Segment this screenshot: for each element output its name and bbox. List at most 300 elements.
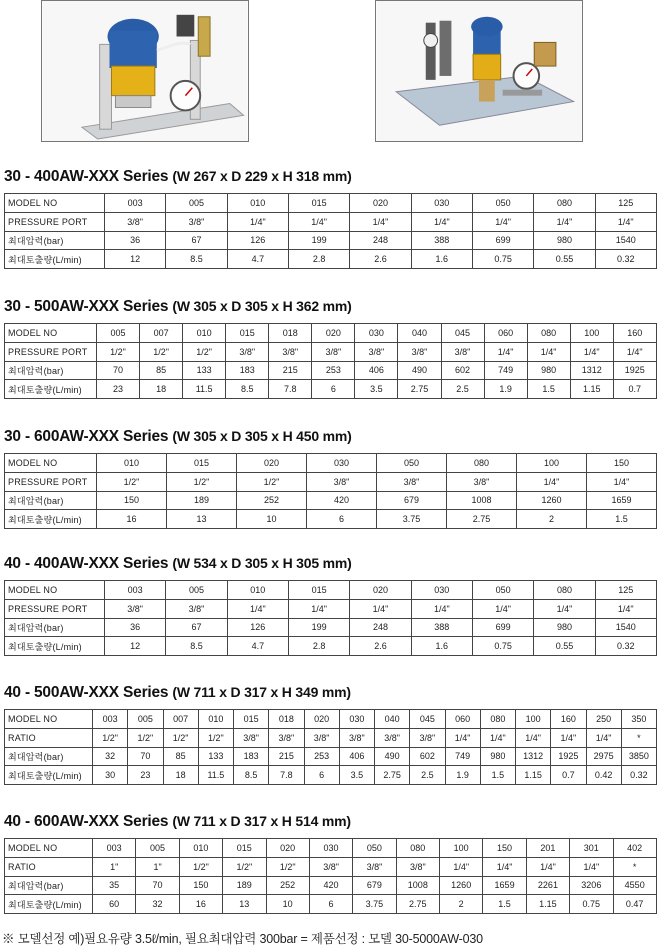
table-cell: 2.75 [447, 510, 517, 529]
table-cell: 2.8 [288, 250, 349, 269]
table-cell: 406 [339, 747, 374, 766]
table-cell: 080 [534, 194, 595, 213]
table-cell: 1/4" [586, 728, 621, 747]
table-cell: 7.8 [269, 380, 312, 399]
table-cell: 2.75 [396, 895, 439, 914]
series-title [4, 165, 656, 187]
table-cell: 040 [375, 710, 410, 729]
row-label: 최대토출량(L/min) [5, 380, 97, 399]
table-cell: 100 [570, 324, 613, 343]
table-cell: 67 [166, 231, 227, 250]
row-label: 최대압력(bar) [5, 618, 105, 637]
table-cell: 1/4" [472, 212, 533, 231]
table-cell: 1.5 [480, 766, 515, 785]
table-cell: 1/2" [163, 728, 198, 747]
table-cell: 699 [472, 231, 533, 250]
table-cell: 3/8" [339, 728, 374, 747]
table-cell: 060 [484, 324, 527, 343]
table-cell: 126 [227, 231, 288, 250]
table-cell: 003 [93, 710, 128, 729]
table-cell: 1/2" [198, 728, 233, 747]
product-photo-right [375, 0, 583, 142]
table-cell: 1.15 [526, 895, 569, 914]
series-dimensions: (W 267 x D 229 x H 318 mm) [172, 168, 352, 184]
table-cell: 12 [105, 637, 166, 656]
table-cell: 23 [128, 766, 163, 785]
table-cell: 1/4" [483, 857, 526, 876]
table-row [5, 581, 657, 600]
row-label: MODEL NO [5, 194, 105, 213]
table-cell: 253 [304, 747, 339, 766]
row-label: 최대토출량(L/min) [5, 637, 105, 656]
table-cell: 11.5 [183, 380, 226, 399]
series-name: 40 - 400AW-XXX Series [4, 555, 169, 572]
row-label: MODEL NO [5, 324, 97, 343]
table-cell: 1.15 [570, 380, 613, 399]
table-cell: 030 [411, 194, 472, 213]
table-cell: 3.5 [339, 766, 374, 785]
table-cell: 1/4" [570, 857, 613, 876]
row-label: MODEL NO [5, 581, 105, 600]
table-cell: 18 [163, 766, 198, 785]
table-row [5, 599, 657, 618]
table-cell: 0.75 [472, 637, 533, 656]
table-cell: 2.6 [350, 637, 411, 656]
table-cell: 1.9 [445, 766, 480, 785]
table-cell: 4550 [613, 876, 656, 895]
table-cell: 010 [179, 839, 222, 858]
table-cell: 3/8" [309, 857, 352, 876]
table-cell: 0.75 [570, 895, 613, 914]
series-40-500aw [4, 681, 656, 785]
table-row [5, 491, 657, 510]
table-cell: 189 [223, 876, 266, 895]
table-cell: 388 [411, 618, 472, 637]
table-cell: 1/2" [128, 728, 163, 747]
product-photo-left [41, 0, 249, 142]
table-cell: 215 [269, 361, 312, 380]
table-row [5, 380, 657, 399]
row-label: 최대압력(bar) [5, 491, 97, 510]
table-cell: 490 [398, 361, 441, 380]
table-cell: 2975 [586, 747, 621, 766]
table-cell: 3/8" [355, 342, 398, 361]
table-cell: 010 [198, 710, 233, 729]
table-cell: 100 [440, 839, 483, 858]
table-cell: 3/8" [105, 599, 166, 618]
table-cell: 980 [534, 618, 595, 637]
series-title [4, 552, 656, 574]
table-cell: 1/2" [266, 857, 309, 876]
table-cell: 0.7 [613, 380, 656, 399]
table-cell: 050 [377, 454, 447, 473]
table-cell: 980 [480, 747, 515, 766]
table-cell: 150 [483, 839, 526, 858]
row-label: 최대토출량(L/min) [5, 250, 105, 269]
table-cell: 4.7 [227, 637, 288, 656]
table-cell: 050 [472, 581, 533, 600]
table-cell: 080 [534, 581, 595, 600]
table-cell: 1.5 [587, 510, 657, 529]
row-label: PRESSURE PORT [5, 599, 105, 618]
table-cell: 32 [93, 747, 128, 766]
table-cell: 183 [226, 361, 269, 380]
table-cell: 3/8" [166, 212, 227, 231]
table-cell: 010 [183, 324, 226, 343]
table-cell: 1/4" [551, 728, 586, 747]
table-cell: 018 [269, 710, 304, 729]
table-cell: 1/2" [93, 728, 128, 747]
table-row [5, 728, 657, 747]
table-row [5, 618, 657, 637]
table-cell: 3/8" [226, 342, 269, 361]
table-cell: 020 [266, 839, 309, 858]
table-cell: 080 [527, 324, 570, 343]
table-cell: 133 [198, 747, 233, 766]
table-cell: 1/4" [484, 342, 527, 361]
table-cell: 70 [128, 747, 163, 766]
table-cell: 015 [288, 194, 349, 213]
table-cell: 0.32 [621, 766, 656, 785]
table-cell: 3/8" [307, 472, 377, 491]
table-cell: 3206 [570, 876, 613, 895]
table-cell: 3/8" [269, 342, 312, 361]
table-cell: 3/8" [398, 342, 441, 361]
table-cell: 2.6 [350, 250, 411, 269]
table-cell: 2.8 [288, 637, 349, 656]
table-cell: 2.5 [410, 766, 445, 785]
table-cell: 1/4" [350, 599, 411, 618]
table-cell: 2 [517, 510, 587, 529]
series-name: 30 - 400AW-XXX Series [4, 168, 169, 185]
series-name: 40 - 600AW-XXX Series [4, 813, 169, 830]
table-cell: 1/2" [97, 342, 140, 361]
spec-table [4, 580, 657, 656]
table-cell: 248 [350, 231, 411, 250]
table-cell: 050 [353, 839, 396, 858]
table-cell: 1312 [570, 361, 613, 380]
table-cell: 160 [613, 324, 656, 343]
table-cell: 1/4" [517, 472, 587, 491]
row-label: 최대토출량(L/min) [5, 510, 97, 529]
table-cell: 30 [93, 766, 128, 785]
table-cell: 4.7 [227, 250, 288, 269]
table-cell: 010 [97, 454, 167, 473]
table-cell: 1312 [516, 747, 551, 766]
table-cell: 3.5 [355, 380, 398, 399]
table-cell: 6 [309, 895, 352, 914]
row-label: 최대토출량(L/min) [5, 766, 93, 785]
table-cell: 3/8" [353, 857, 396, 876]
table-cell: 1/4" [613, 342, 656, 361]
table-cell: 32 [136, 895, 179, 914]
table-row [5, 857, 657, 876]
table-cell: 12 [105, 250, 166, 269]
table-cell: 2 [440, 895, 483, 914]
table-cell: 030 [339, 710, 374, 729]
table-cell: 60 [93, 895, 136, 914]
table-cell: 388 [411, 231, 472, 250]
table-cell: 0.32 [595, 637, 656, 656]
table-cell: 420 [309, 876, 352, 895]
table-cell: 1260 [440, 876, 483, 895]
table-cell: 020 [304, 710, 339, 729]
table-cell: 1/4" [288, 212, 349, 231]
table-cell: 749 [484, 361, 527, 380]
table-cell: 1/2" [97, 472, 167, 491]
table-cell: 160 [551, 710, 586, 729]
table-cell: 1/4" [440, 857, 483, 876]
table-cell: 010 [227, 194, 288, 213]
table-cell: 679 [377, 491, 447, 510]
spec-table [4, 709, 657, 785]
table-cell: 2.75 [375, 766, 410, 785]
row-label: 최대토출량(L/min) [5, 895, 93, 914]
table-cell: 85 [163, 747, 198, 766]
table-cell: 1/4" [480, 728, 515, 747]
series-dimensions: (W 711 x D 317 x H 514 mm) [172, 813, 351, 829]
table-cell: 980 [527, 361, 570, 380]
table-cell: 252 [237, 491, 307, 510]
table-cell: 16 [179, 895, 222, 914]
table-cell: 125 [595, 581, 656, 600]
table-row [5, 839, 657, 858]
row-label: 최대압력(bar) [5, 231, 105, 250]
table-cell: 003 [105, 194, 166, 213]
table-cell: 005 [128, 710, 163, 729]
table-row [5, 876, 657, 895]
spec-table [4, 453, 657, 529]
table-cell: 1.6 [411, 250, 472, 269]
table-cell: 0.47 [613, 895, 656, 914]
table-cell: 490 [375, 747, 410, 766]
table-cell: 35 [93, 876, 136, 895]
table-cell: 1/4" [527, 342, 570, 361]
table-cell: 018 [269, 324, 312, 343]
table-cell: 67 [166, 618, 227, 637]
table-cell: 13 [223, 895, 266, 914]
table-cell: 16 [97, 510, 167, 529]
table-cell: 10 [266, 895, 309, 914]
table-cell: 010 [227, 581, 288, 600]
air-driven-pump-unit-vertical-image [42, 1, 248, 141]
table-cell: 1659 [483, 876, 526, 895]
table-row [5, 361, 657, 380]
table-cell: 2.75 [398, 380, 441, 399]
table-cell: 030 [411, 581, 472, 600]
series-name: 30 - 500AW-XXX Series [4, 298, 169, 315]
series-30-400aw [4, 165, 656, 269]
table-cell: 85 [140, 361, 183, 380]
table-cell: 3/8" [234, 728, 269, 747]
table-cell: 23 [97, 380, 140, 399]
spec-table [4, 838, 657, 914]
table-cell: 1925 [613, 361, 656, 380]
table-cell: 1/2" [179, 857, 222, 876]
table-cell: 7.8 [269, 766, 304, 785]
table-cell: 005 [166, 581, 227, 600]
table-cell: 6 [304, 766, 339, 785]
table-cell: 1/4" [516, 728, 551, 747]
series-dimensions: (W 305 x D 305 x H 450 mm) [172, 428, 352, 444]
table-cell: 125 [595, 194, 656, 213]
row-label: RATIO [5, 857, 93, 876]
table-cell: 060 [445, 710, 480, 729]
table-cell: 252 [266, 876, 309, 895]
table-cell: 1/4" [534, 599, 595, 618]
table-cell: 1.5 [527, 380, 570, 399]
series-dimensions: (W 534 x D 305 x H 305 mm) [172, 555, 352, 571]
table-cell: 70 [97, 361, 140, 380]
table-row [5, 637, 657, 656]
row-label: 최대압력(bar) [5, 747, 93, 766]
table-cell: 1008 [396, 876, 439, 895]
series-name: 30 - 600AW-XXX Series [4, 428, 169, 445]
model-selection-footnote: ※ 모델선정 예)필요유량 3.5ℓ/min, 필요최대압력 300bar = 제품선정 : 모델 30-5000AW-030 [2, 932, 483, 946]
row-label: RATIO [5, 728, 93, 747]
table-cell: 133 [183, 361, 226, 380]
table-cell: 1" [93, 857, 136, 876]
table-cell: 3/8" [441, 342, 484, 361]
table-cell: 749 [445, 747, 480, 766]
table-cell: 1/4" [411, 212, 472, 231]
table-cell: 250 [586, 710, 621, 729]
table-cell: 015 [226, 324, 269, 343]
table-cell: * [621, 728, 656, 747]
table-row [5, 342, 657, 361]
table-cell: 0.55 [534, 637, 595, 656]
table-cell: 1/2" [237, 472, 307, 491]
table-cell: 126 [227, 618, 288, 637]
table-cell: 36 [105, 618, 166, 637]
table-cell: 1/2" [183, 342, 226, 361]
table-cell: 007 [140, 324, 183, 343]
table-cell: 045 [410, 710, 445, 729]
series-title [4, 681, 656, 703]
table-cell: 1/2" [140, 342, 183, 361]
table-cell: 1659 [587, 491, 657, 510]
table-cell: 0.75 [472, 250, 533, 269]
table-cell: 3.75 [377, 510, 447, 529]
table-cell: 1/4" [595, 212, 656, 231]
table-row [5, 895, 657, 914]
table-cell: 1540 [595, 231, 656, 250]
series-dimensions: (W 711 x D 317 x H 349 mm) [172, 684, 351, 700]
table-cell: 1/4" [472, 599, 533, 618]
row-label: MODEL NO [5, 839, 93, 858]
table-cell: 3.75 [353, 895, 396, 914]
table-cell: 679 [353, 876, 396, 895]
table-row [5, 710, 657, 729]
series-title [4, 425, 656, 447]
spec-table [4, 323, 657, 399]
table-cell: 189 [167, 491, 237, 510]
series-title [4, 810, 656, 832]
table-cell: 3/8" [269, 728, 304, 747]
table-cell: 100 [517, 454, 587, 473]
table-cell: 020 [350, 194, 411, 213]
table-cell: 1" [136, 857, 179, 876]
table-cell: 1.15 [516, 766, 551, 785]
table-cell: 030 [355, 324, 398, 343]
table-cell: 1/4" [445, 728, 480, 747]
table-cell: 2.5 [441, 380, 484, 399]
table-cell: 8.5 [166, 637, 227, 656]
table-cell: 0.42 [586, 766, 621, 785]
table-row [5, 324, 657, 343]
table-cell: 10 [237, 510, 307, 529]
air-driven-pump-unit-on-base-plate-image [376, 1, 582, 141]
table-cell: 1/4" [526, 857, 569, 876]
table-cell: 199 [288, 618, 349, 637]
table-cell: 6 [307, 510, 377, 529]
table-row [5, 472, 657, 491]
table-cell: 248 [350, 618, 411, 637]
table-cell: 150 [179, 876, 222, 895]
table-cell: 3/8" [377, 472, 447, 491]
table-cell: 1/4" [227, 599, 288, 618]
table-cell: 36 [105, 231, 166, 250]
table-cell: 3/8" [105, 212, 166, 231]
row-label: PRESSURE PORT [5, 342, 97, 361]
table-cell: 8.5 [226, 380, 269, 399]
table-row [5, 766, 657, 785]
table-cell: 2261 [526, 876, 569, 895]
table-cell: 050 [472, 194, 533, 213]
table-cell: 3850 [621, 747, 656, 766]
table-cell: 70 [136, 876, 179, 895]
table-cell: 8.5 [166, 250, 227, 269]
table-cell: 005 [136, 839, 179, 858]
table-cell: 1/2" [167, 472, 237, 491]
table-cell: 005 [166, 194, 227, 213]
table-cell: 183 [234, 747, 269, 766]
table-cell: 030 [309, 839, 352, 858]
table-row [5, 747, 657, 766]
series-40-600aw [4, 810, 656, 914]
table-cell: 1/2" [223, 857, 266, 876]
row-label: 최대압력(bar) [5, 361, 97, 380]
table-cell: 020 [312, 324, 355, 343]
table-cell: 045 [441, 324, 484, 343]
table-cell: 6 [312, 380, 355, 399]
table-cell: 040 [398, 324, 441, 343]
series-40-400aw [4, 552, 656, 656]
table-cell: 11.5 [198, 766, 233, 785]
table-cell: 699 [472, 618, 533, 637]
table-cell: 015 [167, 454, 237, 473]
table-cell: 1/4" [587, 472, 657, 491]
table-cell: 1/4" [534, 212, 595, 231]
table-cell: 1260 [517, 491, 587, 510]
table-cell: 980 [534, 231, 595, 250]
table-cell: 1/4" [227, 212, 288, 231]
table-cell: 003 [105, 581, 166, 600]
table-cell: 1/4" [350, 212, 411, 231]
table-cell: 602 [441, 361, 484, 380]
table-cell: 420 [307, 491, 377, 510]
table-cell: 3/8" [304, 728, 339, 747]
table-cell: 1925 [551, 747, 586, 766]
table-cell: 1.5 [483, 895, 526, 914]
table-row [5, 231, 657, 250]
row-label: 최대압력(bar) [5, 876, 93, 895]
table-cell: 0.7 [551, 766, 586, 785]
table-cell: 3/8" [410, 728, 445, 747]
table-cell: 1008 [447, 491, 517, 510]
table-cell: 0.55 [534, 250, 595, 269]
row-label: PRESSURE PORT [5, 472, 97, 491]
